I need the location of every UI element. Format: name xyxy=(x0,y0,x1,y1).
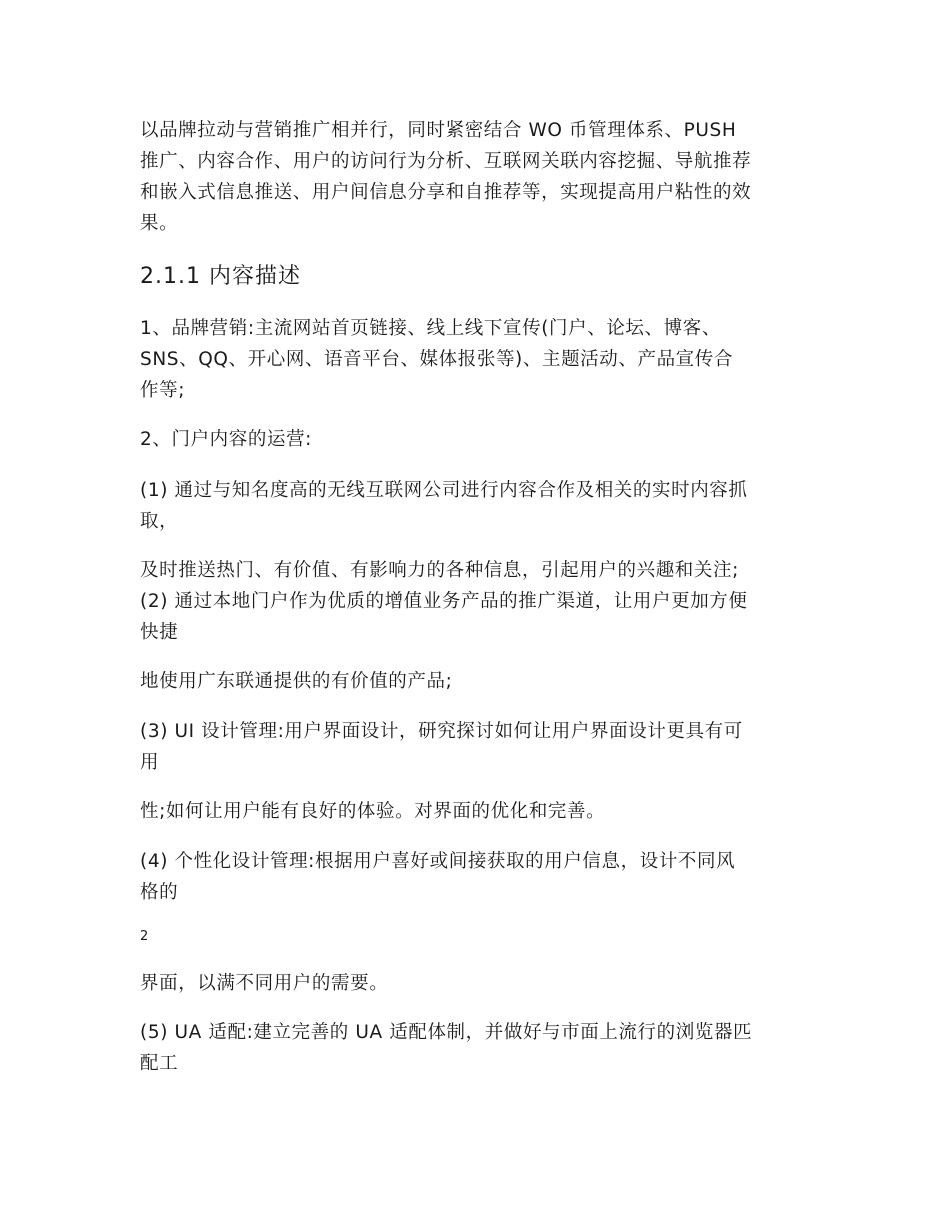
sub-item-1 xyxy=(140,475,815,537)
sub-item-3-continued xyxy=(140,796,815,827)
text-line: 果。 xyxy=(140,213,179,234)
text-line: 和嵌入式信息推送、用户间信息分享和自推荐等，实现提高用户粘性的效 xyxy=(140,182,752,203)
sub-item-2-continued xyxy=(140,666,815,697)
text-line: (2) 通过本地门户作为优质的增值业务产品的推广渠道，让用户更加方便 xyxy=(140,591,748,612)
text-line: 作等; xyxy=(140,380,186,401)
text-line: 取， xyxy=(140,511,179,532)
text-line: (4) 个性化设计管理:根据用户喜好或间接获取的用户信息，设计不同风 xyxy=(140,851,736,872)
sub-item-3 xyxy=(140,716,815,778)
sub-item-2 xyxy=(140,586,815,648)
section-heading: 2.1.1 内容描述 xyxy=(140,264,301,289)
text-line: 地使用广东联通提供的有价值的产品; xyxy=(140,671,453,692)
text-line: 以品牌拉动与营销推广相并行，同时紧密结合 WO 币管理体系、PUSH xyxy=(140,120,737,141)
text-line: 格的 xyxy=(140,882,179,903)
text-line: (3) UI 设计管理:用户界面设计，研究探讨如何让用户界面设计更具有可 xyxy=(140,721,743,742)
sub-item-5 xyxy=(140,1017,815,1079)
sub-item-4-continued xyxy=(140,968,815,999)
text-line: 推广、内容合作、用户的访问行为分析、互联网关联内容挖掘、导航推荐 xyxy=(140,151,752,172)
text-line: (1) 通过与知名度高的无线互联网公司进行内容合作及相关的实时内容抓 xyxy=(140,480,748,501)
text-line: (5) UA 适配:建立完善的 UA 适配体制，并做好与市面上流行的浏览器匹 xyxy=(140,1022,753,1043)
text-line: 1、品牌营销:主流网站首页链接、线上线下宣传(门户、论坛、博客、 xyxy=(140,318,721,339)
sub-item-4 xyxy=(140,846,815,908)
text-line: 2、门户内容的运营: xyxy=(140,429,313,450)
item-brand-marketing xyxy=(140,313,815,406)
page-number: 2 xyxy=(140,929,149,944)
intro-paragraph xyxy=(140,115,815,239)
text-line: 界面，以满不同用户的需要。 xyxy=(140,973,389,994)
sub-item-1-continued xyxy=(140,555,815,586)
text-line: 快捷 xyxy=(140,622,179,643)
text-line: SNS、QQ、开心网、语音平台、媒体报张等)、主题活动、产品宣传合 xyxy=(140,349,733,370)
text-line: 用 xyxy=(140,752,160,773)
text-line: 性;如何让用户能有良好的体验。对界面的优化和完善。 xyxy=(140,801,606,822)
text-line: 及时推送热门、有价值、有影响力的各种信息，引起用户的兴趣和关注; xyxy=(140,560,739,581)
text-line: 配工 xyxy=(140,1053,179,1074)
item-portal-operations xyxy=(140,424,815,455)
